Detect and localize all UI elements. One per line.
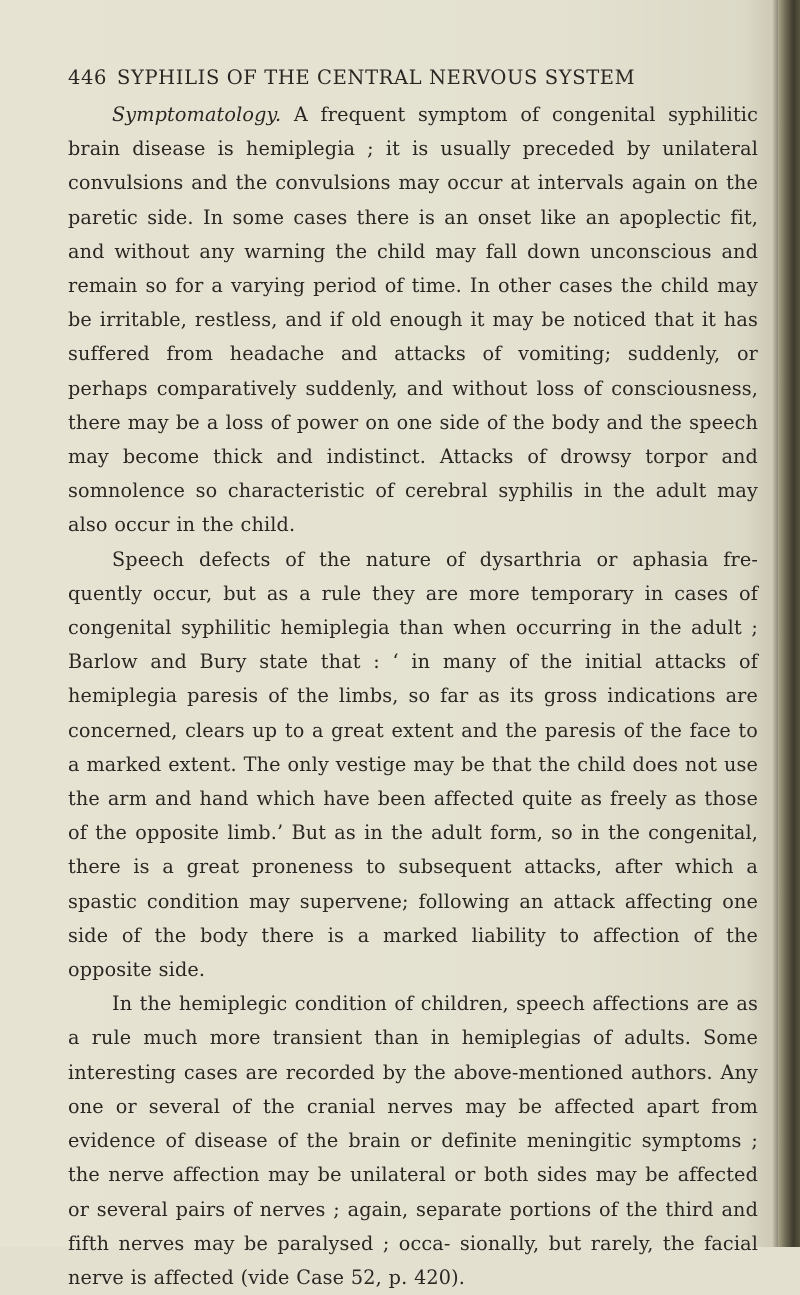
page-number: 446 xyxy=(68,66,108,89)
paragraph: In the hemiplegic condition of children, speech affections are as a rule much more transient than in hemiplegias of adults. Some interesting cases are recorded by the above-mentioned authors. Any one or several of the cranial nerves may be affected apart from evidence of disease of the brain or definite meningitic symptoms ; the nerve affection may be unilateral or both sides may be affected or several pairs of nerves ; again, separate portions of the third and fifth nerves may be paralysed ; occa- sionally, but rarely, the facial nerve is affected (vide Case 52, p. 420). xyxy=(68,992,758,1289)
running-header xyxy=(68,66,758,96)
paragraph-text: A frequent symptom of congenital syphilitic brain disease is hemiplegia ; it is usually preceded by unilateral convulsions and the convulsions may occur at intervals again on the paretic side. In some cases there is an onset like an apoplectic fit, and without any warning the child may fall down unconscious and remain so for a varying period of time. In other cases the child may be irritable, restless, and if old enough it may be noticed that it has suffered from headache and attacks of vomiting; suddenly, or perhaps comparatively suddenly, and without loss of consciousness, there may be a loss of power on one side of the body and the speech may become thick and indistinct. Attacks of drowsy torpor and somnolence so characteristic of cerebral syphilis in the adult may also occur in the child. xyxy=(68,103,758,537)
book-spine xyxy=(778,0,800,1247)
running-title: SYPHILIS OF THE CENTRAL NERVOUS SYSTEM xyxy=(117,66,636,89)
paragraph: Speech defects of the nature of dysarthria or aphasia fre- quently occur, but as a rule they are more temporary in cases of congenital syphilitic hemiplegia than when occurring in the adult ; Barlow and Bury state that : ‘ in many of the initial attacks of hemiplegia paresis of the limbs, so far as its gross indications are concerned, clears up to a great extent and the paresis of the face to a marked extent. The only vestige may be that the child does not use the arm and hand which have been affected quite as freely as those of the opposite limb.’ But as in the adult form, so in the congenital, there is a great proneness to subsequent attacks, after which a spastic condition may supervene; following an attack affecting one side of the body there is a marked liability to affection of the opposite side. xyxy=(68,547,758,982)
paragraph xyxy=(68,98,758,543)
section-heading: Symptomatology. xyxy=(112,103,282,126)
body-text xyxy=(68,98,758,1295)
